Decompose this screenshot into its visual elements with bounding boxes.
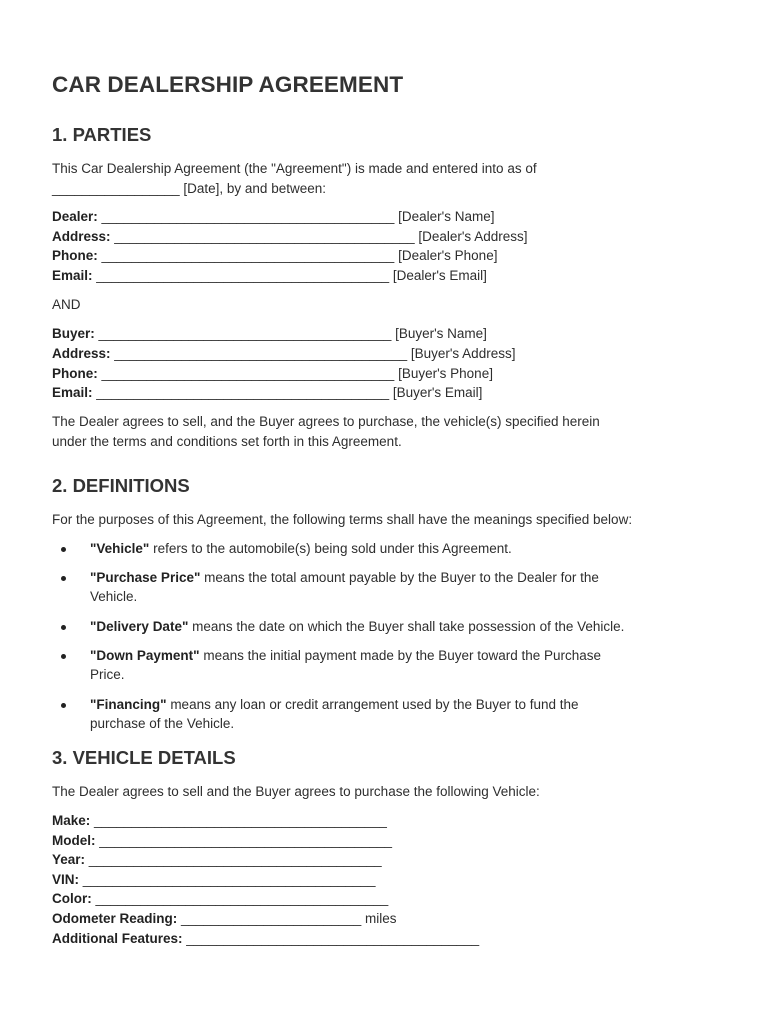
section-heading-parties: 1. PARTIES (52, 124, 152, 145)
bullet-icon (61, 576, 66, 581)
dealer-phone-field (52, 246, 732, 266)
buyer-address-label: Address: (52, 345, 111, 361)
bullet-icon (61, 654, 66, 659)
definition-text: means the initial payment made by the Buyer toward the Purchase (199, 647, 602, 663)
definitions-intro: For the purposes of this Agreement, the following terms shall have the meanings specified below: (52, 511, 633, 527)
buyer-email-label: Email: (52, 385, 93, 401)
parties-intro-line-2: _________________ [Date], by and between: (52, 180, 326, 196)
vehicle-additional-features-field (52, 929, 732, 949)
buyer-name-label: Buyer: (52, 326, 95, 342)
parties-closing-line-1: The Dealer agrees to sell, and the Buyer agrees to purchase, the vehicle(s) specified herein (52, 414, 600, 430)
parties-intro (52, 159, 732, 198)
dealer-phone-label: Phone: (52, 248, 98, 264)
definition-term: "Vehicle" (90, 540, 150, 556)
dealer-name-blank: _______________________________________ [Dealer's Name] (97, 209, 495, 225)
parties-closing (52, 412, 732, 451)
section-heading-definitions: 2. DEFINITIONS (52, 474, 190, 496)
definition-item (52, 568, 732, 607)
dealer-name-label: Dealer: (52, 209, 98, 225)
and-separator: AND (52, 297, 81, 313)
buyer-name-field (52, 324, 732, 344)
definition-item (52, 646, 732, 685)
section-heading-vehicle-details: 3. VEHICLE DETAILS (52, 746, 236, 768)
buyer-address-field (52, 344, 732, 364)
vehicle-odometer-label: Odometer Reading: (52, 910, 178, 926)
vehicle-odometer-field (52, 909, 732, 929)
definition-text: refers to the automobile(s) being sold under this Agreement. (149, 540, 512, 556)
buyer-name-blank: _______________________________________ [Buyer's Name] (94, 326, 487, 342)
definition-text-continued: Vehicle. (90, 589, 138, 605)
vehicle-make-blank: _______________________________________ (90, 813, 387, 828)
definition-term: "Purchase Price" (90, 569, 201, 585)
document-page (52, 70, 732, 948)
vehicle-fields (52, 811, 732, 948)
dealer-phone-blank: _______________________________________ [Dealer's Phone] (97, 248, 498, 264)
buyer-address-blank: _______________________________________ [Buyer's Address] (110, 345, 516, 361)
vehicle-color-field (52, 889, 732, 909)
vehicle-additional-features-blank: _______________________________________ (182, 930, 480, 946)
definitions-list (52, 539, 732, 734)
vehicle-year-field (52, 850, 732, 870)
vehicle-color-blank: _______________________________________ (91, 891, 389, 907)
buyer-phone-blank: _______________________________________ [Buyer's Phone] (97, 365, 493, 381)
bullet-icon (61, 547, 66, 552)
definition-text: means the total amount payable by the Buyer to the Dealer for the (200, 569, 599, 585)
definition-item (52, 695, 732, 734)
parties-closing-line-2: under the terms and conditions set forth in this Agreement. (52, 433, 402, 449)
vehicle-make-field (52, 811, 732, 831)
definition-item (52, 539, 732, 559)
buyer-phone-field (52, 364, 732, 384)
definition-text: means the date on which the Buyer shall take possession of the Vehicle. (188, 618, 625, 634)
definition-text-continued: purchase of the Vehicle. (90, 716, 235, 732)
vehicle-vin-field (52, 870, 732, 890)
vehicle-model-blank: _______________________________________ (95, 832, 393, 848)
vehicle-year-blank: _______________________________________ (85, 852, 382, 868)
vehicle-odometer-blank: ________________________ miles (177, 910, 397, 926)
buyer-fields (52, 324, 732, 402)
buyer-email-field (52, 383, 732, 403)
dealer-address-label: Address: (52, 228, 111, 244)
vehicle-color-label: Color: (52, 891, 92, 907)
bullet-icon (61, 625, 66, 630)
dealer-address-blank: ________________________________________ [Dealer's Address] (110, 228, 528, 244)
vehicle-intro: The Dealer agrees to sell and the Buyer agrees to purchase the following Vehicle: (52, 783, 540, 799)
dealer-address-field (52, 227, 732, 247)
buyer-email-blank: _______________________________________ [Buyer's Email] (92, 385, 483, 401)
buyer-phone-label: Phone: (52, 365, 98, 381)
vehicle-additional-features-label: Additional Features: (52, 930, 183, 946)
vehicle-model-label: Model: (52, 832, 96, 848)
definition-item (52, 617, 732, 637)
definition-term: "Delivery Date" (90, 618, 189, 634)
vehicle-vin-label: VIN: (52, 871, 79, 887)
vehicle-vin-blank: _______________________________________ (79, 871, 376, 887)
dealer-email-blank: _______________________________________ [Dealer's Email] (92, 267, 487, 283)
definition-text-continued: Price. (90, 667, 125, 683)
vehicle-make-label: Make: (52, 813, 91, 828)
vehicle-year-label: Year: (52, 852, 86, 868)
definition-term: "Financing" (90, 696, 167, 712)
dealer-email-field (52, 266, 732, 286)
bullet-icon (61, 703, 66, 708)
definition-text: means any loan or credit arrangement used by the Buyer to fund the (166, 696, 579, 712)
parties-intro-line-1: This Car Dealership Agreement (the "Agreement") is made and entered into as of (52, 161, 537, 176)
document-title: CAR DEALERSHIP AGREEMENT (52, 72, 404, 97)
dealer-name-field (52, 207, 732, 227)
dealer-email-label: Email: (52, 267, 93, 283)
definition-term: "Down Payment" (90, 647, 200, 663)
dealer-fields (52, 207, 732, 285)
vehicle-model-field (52, 831, 732, 851)
